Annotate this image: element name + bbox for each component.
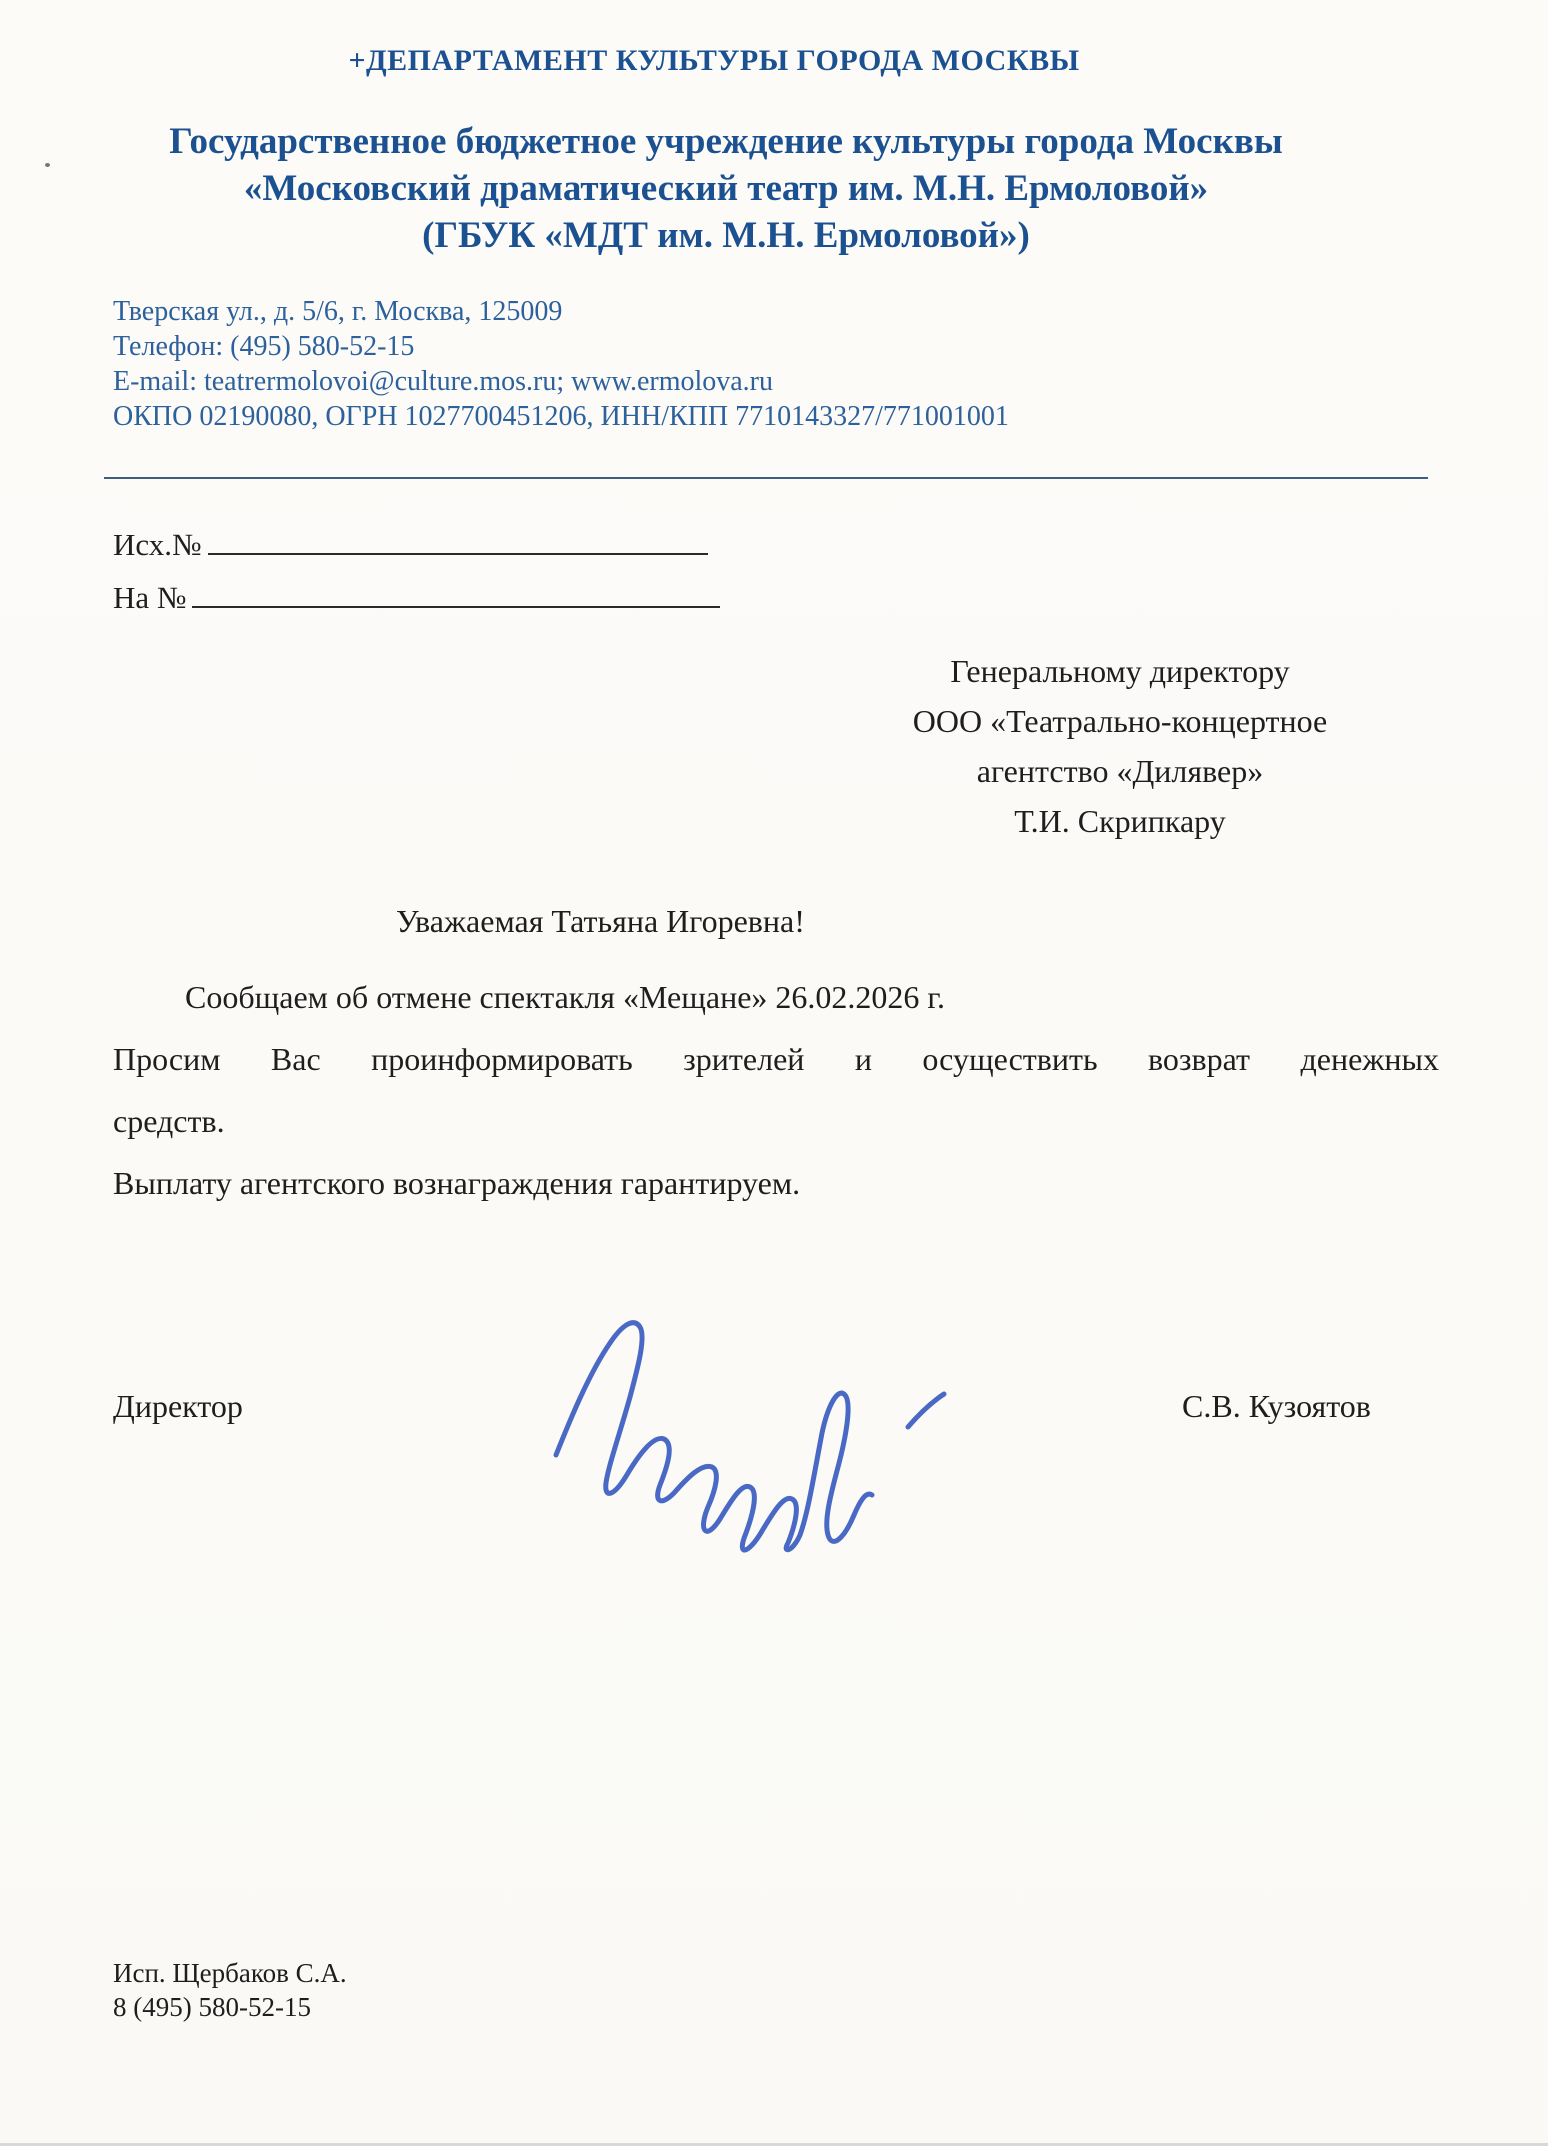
contact-address: Тверская ул., д. 5/6, г. Москва, 125009 [113,296,563,327]
org-name-line-3: (ГБУК «МДТ им. М.Н. Ермоловой») [422,215,1030,256]
salutation: Уважаемая Татьяна Игоревна! [396,903,805,939]
recipient-position: Генеральному директору [950,653,1290,689]
outgoing-number-blank-line [208,521,708,555]
recipient-company-2: агентство «Дилявер» [976,753,1264,789]
contact-block [113,294,1009,434]
department-title: +ДЕПАРТАМЕНТ КУЛЬТУРЫ ГОРОДА МОСКВЫ [348,44,1080,77]
org-name-line-2: «Московский драматический театр им. М.Н. Ермоловой» [243,168,1209,209]
contact-phone: Телефон: (495) 580-52-15 [113,331,415,362]
incoming-number-row [113,571,720,624]
signer-name: С.В. Кузоятов [1182,1388,1371,1424]
recipient-block [860,646,1380,846]
body-line-cancellation: Сообщаем об отмене спектакля «Мещане» 26.02.2026 г. [185,979,945,1015]
letterhead-divider [104,477,1428,479]
recipient-company-1: ООО «Театрально-концертное [912,703,1328,739]
recipient-person: Т.И. Скрипкару [1014,803,1226,839]
signature-ink [548,1305,1038,1555]
contact-registration: ОКПО 02190080, ОГРН 1027700451206, ИНН/КПП 7710143327/771001001 [113,401,1009,432]
body-line-refund-1: Просим Вас проинформировать зрителей и осуществить возврат денежных [113,1041,1439,1077]
reference-numbers [113,518,720,624]
scan-speck [45,163,50,167]
org-name-line-1: Государственное бюджетное учреждение культуры города Москвы [169,121,1283,162]
body-line-guarantee: Выплату агентского вознаграждения гарантируем. [113,1165,801,1201]
incoming-number-label: На № [113,580,187,615]
letter-body [113,966,1439,1214]
body-line-refund-2: средств. [113,1103,225,1139]
incoming-number-blank-line [192,574,720,608]
executor-phone: 8 (495) 580-52-15 [113,1992,311,2022]
contact-email: E-mail: teatrermolovoi@culture.mos.ru; www.ermolova.ru [113,366,774,397]
signer-title: Директор [113,1388,243,1424]
outgoing-number-label: Исх.№ [113,527,202,562]
organization-name [104,118,1348,259]
executor-name: Исп. Щербаков С.А. [113,1958,347,1988]
outgoing-number-row [113,518,720,571]
executor-block [113,1956,347,2024]
